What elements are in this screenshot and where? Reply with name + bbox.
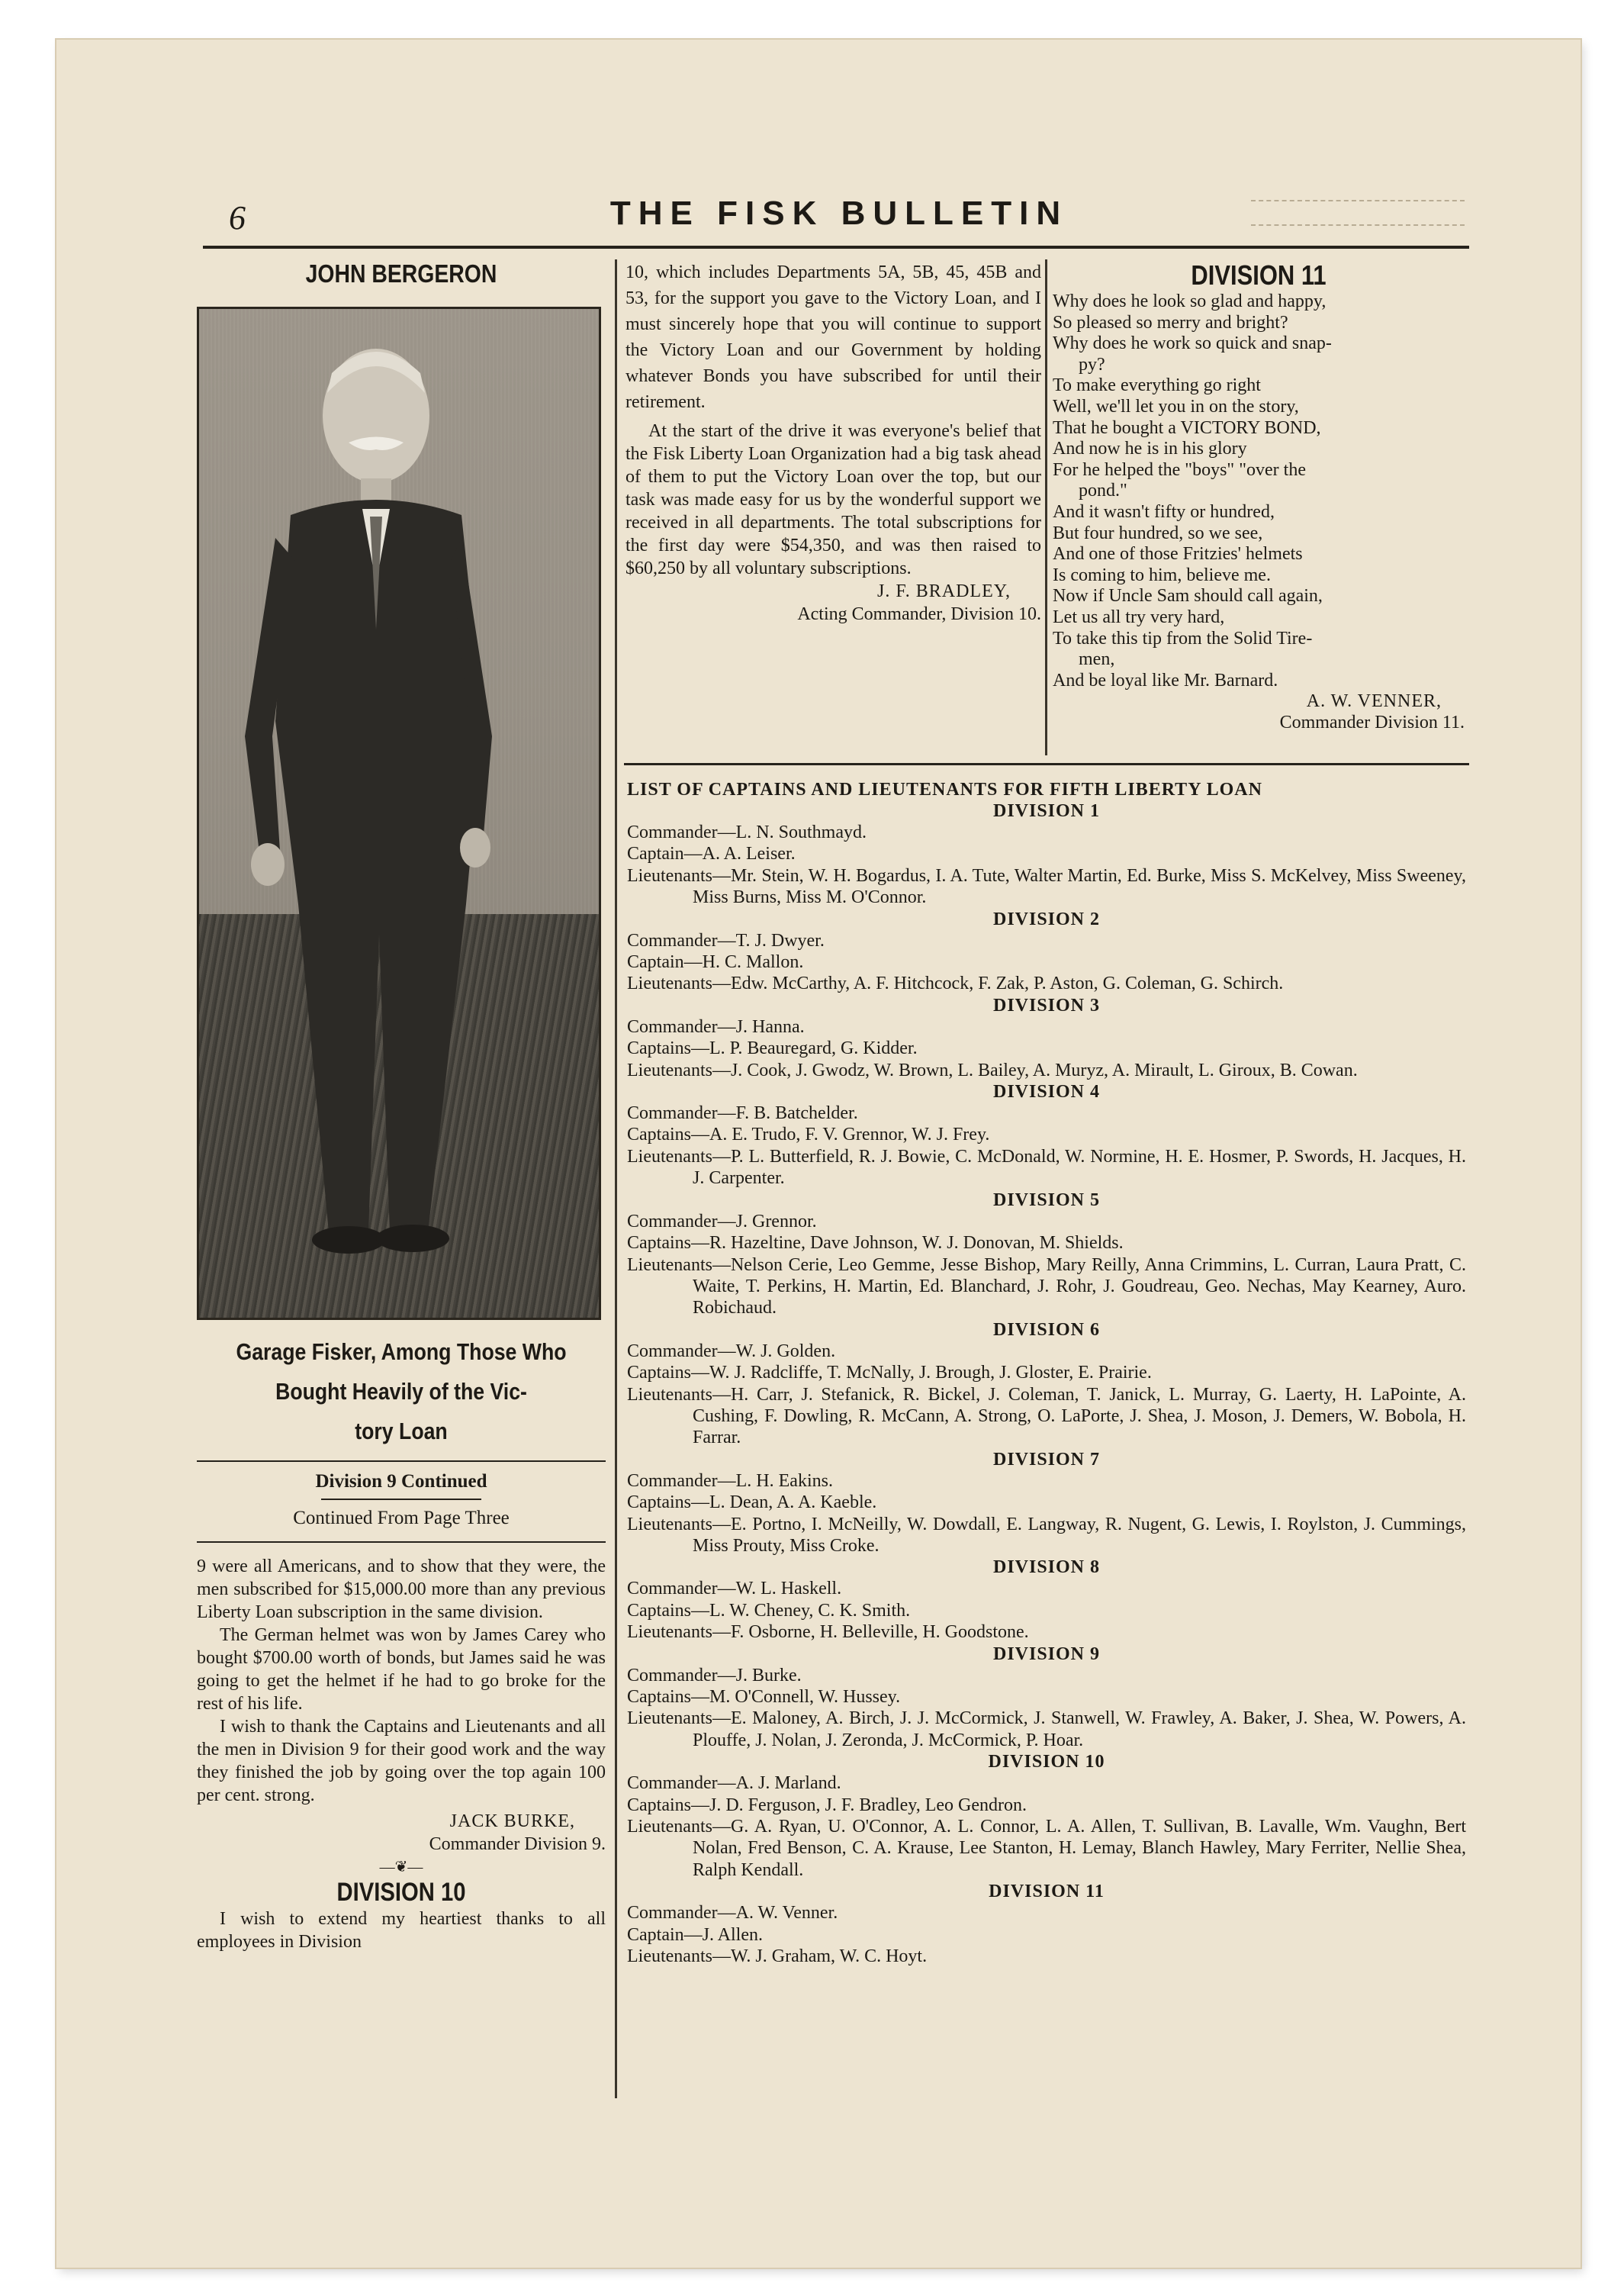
poem-signature-name: A. W. VENNER, <box>1306 691 1442 712</box>
division-block <box>627 909 1466 995</box>
poem-line: And now he is in his glory <box>1053 439 1247 459</box>
division10-title: DIVISION 10 <box>336 1878 466 1907</box>
officer-entry: Lieutenants—Mr. Stein, W. H. Bogardus, I. A. Tute, Walter Martin, Ed. Burke, Miss S. McKelvey, Miss Sweeney, Miss Burns, Miss M. O'Connor. <box>627 865 1466 908</box>
officer-list <box>627 780 1466 1967</box>
poem-line: To take this tip from the Solid Tire- <box>1053 628 1313 649</box>
officer-entry: Commander—W. J. Golden. <box>627 1341 836 1361</box>
officer-entry: Captains—L. Dean, A. A. Kaeble. <box>627 1492 877 1513</box>
division-block <box>627 995 1466 1081</box>
officer-entry: Lieutenants—E. Portno, I. McNeilly, W. Dowdall, E. Langway, R. Nugent, G. Lewis, I. Roylston, J. Cummings, Miss Prouty, Miss Croke. <box>627 1514 1466 1556</box>
poem-line: Well, we'll let you in on the story, <box>1053 396 1299 417</box>
officer-entry: Lieutenants—F. Osborne, H. Belleville, H. Goodstone. <box>627 1622 1029 1643</box>
poem-line: Now if Uncle Sam should call again, <box>1053 586 1323 607</box>
poem-signature-title: Commander Division 11. <box>1279 712 1465 732</box>
poem-line: And it wasn't fifty or hundred, <box>1053 501 1275 522</box>
poem-line: For he helped the "boys" "over the <box>1053 459 1306 480</box>
division-block <box>627 1319 1466 1449</box>
division-heading: DIVISION 7 <box>992 1449 1101 1470</box>
division10-signature-title: Acting Commander, Division 10. <box>797 604 1041 624</box>
division-block <box>627 1081 1466 1190</box>
officer-entry: Captains—M. O'Connell, W. Hussey. <box>627 1687 901 1707</box>
portrait-figure <box>199 309 599 1318</box>
masthead-title: THE FISK BULLETIN <box>609 195 1069 232</box>
division-heading: DIVISION 1 <box>992 801 1101 821</box>
column-divider-right <box>1045 259 1047 755</box>
officer-entry: Captains—W. J. Radcliffe, T. McNally, J. Brough, J. Gloster, E. Prairie. <box>627 1363 1152 1383</box>
divider <box>197 1460 606 1462</box>
caption-line: Bought Heavily of the Vic- <box>275 1378 527 1405</box>
poem-line: pond." <box>1079 481 1127 501</box>
poem-line: Why does he look so glad and happy, <box>1053 291 1327 311</box>
division11-poem <box>1053 291 1465 691</box>
poem-line: To make everything go right <box>1053 375 1261 396</box>
page-number: 6 <box>229 199 246 237</box>
left-column <box>197 259 606 1953</box>
officer-entry: Lieutenants—P. L. Butterfield, R. J. Bowie, C. McDonald, W. Normine, H. E. Hosmer, P. Swords, H. Jacques, H. J. Carpenter. <box>627 1146 1466 1189</box>
officer-entry: Captains—L. P. Beauregard, G. Kidder. <box>627 1038 918 1059</box>
division10-paragraph-continued: 10, which includes Departments 5A, 5B, 45, 45B and 53, for the support you gave to the Victory Loan, and I must sincerely hope that you will continue to support the Victory Loan and our Government by holding whatever Bonds you have subscribed for until their retirement. <box>625 262 1041 412</box>
officer-entry: Commander—T. J. Dwyer. <box>627 930 825 951</box>
division9-signature-name: JACK BURKE, <box>449 1811 575 1831</box>
poem-line: So pleased so merry and bright? <box>1053 312 1288 333</box>
division-heading: DIVISION 2 <box>992 909 1101 929</box>
division9-signature-title: Commander Division 9. <box>429 1834 606 1854</box>
officer-entry: Commander—J. Hanna. <box>627 1016 805 1037</box>
division-block <box>627 1751 1466 1881</box>
poem-line: Is coming to him, believe me. <box>1053 565 1271 585</box>
division10-signature-name: J. F. BRADLEY, <box>876 581 1011 601</box>
division-block <box>627 1557 1466 1643</box>
officer-entry: Captains—A. E. Trudo, F. V. Grennor, W. J. Frey. <box>627 1125 990 1145</box>
division-block <box>627 1190 1466 1319</box>
division-heading: DIVISION 8 <box>992 1557 1101 1578</box>
ornament: —❦— <box>379 1859 423 1875</box>
officer-entry: Captain—J. Allen. <box>627 1924 763 1945</box>
officer-entry: Captain—H. C. Mallon. <box>627 952 804 973</box>
poem-line: That he bought a VICTORY BOND, <box>1053 417 1321 438</box>
middle-column <box>625 259 1041 626</box>
officer-entry: Captains—L. W. Cheney, C. K. Smith. <box>627 1600 911 1621</box>
division-block <box>627 1881 1466 1967</box>
division11-poem-title: DIVISION 11 <box>1191 259 1327 291</box>
officer-entry: Lieutenants—W. J. Graham, W. C. Hoyt. <box>627 1946 928 1967</box>
division10-paragraph: At the start of the drive it was everyone's belief that the Fisk Liberty Loan Organization had a big task ahead of them to put the Victory Loan over the top, but our task was made easy for us by the wonderful support we received in all departments. The total subscriptions for the first day were $54,350, and was then raised to $60,250 by all voluntary subscriptions. <box>625 421 1041 578</box>
right-column <box>1053 259 1465 733</box>
division10-paragraph-start: I wish to extend my heartiest thanks to all employees in Division <box>197 1909 606 1952</box>
officer-list-title: LIST OF CAPTAINS AND LIEUTENANTS FOR FIFTH LIBERTY LOAN <box>627 780 1262 800</box>
division-heading: DIVISION 11 <box>989 1882 1105 1902</box>
division-heading: DIVISION 9 <box>992 1644 1101 1664</box>
division9-paragraph: I wish to thank the Captains and Lieutenants and all the men in Division 9 for their good work and the way they finished the job by going over the top again 100 per cent. strong. <box>197 1717 606 1805</box>
divider <box>197 1541 606 1543</box>
poem-line: Let us all try very hard, <box>1053 607 1225 627</box>
caption-line: tory Loan <box>355 1418 448 1444</box>
officer-entry: Commander—A. J. Marland. <box>627 1773 841 1794</box>
caption-line: Garage Fisker, Among Those Who <box>236 1338 567 1365</box>
officer-entry: Commander—F. B. Batchelder. <box>627 1103 858 1124</box>
divider <box>321 1499 481 1500</box>
poem-line: But four hundred, so we see, <box>1053 523 1263 543</box>
column-divider-left <box>615 259 617 2098</box>
section-rule <box>624 763 1469 765</box>
continued-note: Continued From Page Three <box>293 1508 510 1528</box>
officer-entry: Commander—W. L. Haskell. <box>627 1579 842 1599</box>
masthead-rule <box>203 246 1469 249</box>
officer-entry: Captains—R. Hazeltine, Dave Johnson, W. J. Donovan, M. Shields. <box>627 1233 1124 1254</box>
division9-paragraph: The German helmet was won by James Carey who bought $700.00 worth of bonds, but James said he was going to get the helmet if he had to go broke for the rest of his life. <box>197 1625 606 1714</box>
division-block <box>627 1449 1466 1557</box>
division9-paragraph: 9 were all Americans, and to show that they were, the men subscribed for $15,000.00 more than any previous Liberty Loan subscription in the same division. <box>197 1557 606 1622</box>
division-block <box>627 1644 1466 1752</box>
officer-entry: Captain—A. A. Leiser. <box>627 844 796 864</box>
division-heading: DIVISION 6 <box>992 1319 1101 1340</box>
officer-entry: Captains—J. D. Ferguson, J. F. Bradley, Leo Gendron. <box>627 1795 1027 1815</box>
officer-entry: Commander—L. H. Eakins. <box>627 1470 833 1491</box>
division-heading: DIVISION 3 <box>992 995 1101 1016</box>
profile-name: JOHN BERGERON <box>305 259 497 288</box>
masthead-ornament <box>1251 200 1465 226</box>
division-block <box>627 800 1466 909</box>
officer-entry: Lieutenants—G. A. Ryan, U. O'Connor, A. L. Connor, L. A. Allen, T. Sullivan, B. Lavalle, Wm. Vaughn, Bert Nolan, Fred Benson, C. A. Krause, Lee Stanton, H. Lemay, Blanch Hawley, Mary Ferriter, Nellie Shea, Ralph Kendall. <box>627 1817 1466 1880</box>
division-heading: DIVISION 5 <box>992 1190 1101 1210</box>
officer-entry: Lieutenants—Nelson Cerie, Leo Gemme, Jesse Bishop, Mary Reilly, Anna Crimmins, L. Curran, Laura Pratt, C. Waite, T. Perkins, H. Martin, Ed. Blanchard, J. Rohr, J. Goudreau, Geo. Nechas, May Kearney, Auro. Robichaud. <box>627 1254 1466 1318</box>
division-heading: DIVISION 4 <box>992 1082 1101 1103</box>
officer-entry: Commander—L. N. Southmayd. <box>627 823 867 842</box>
officer-entry: Commander—J. Burke. <box>627 1665 802 1685</box>
officer-entry: Lieutenants—H. Carr, J. Stefanick, R. Bickel, J. Coleman, T. Janick, L. Murray, G. Laerty, H. LaPointe, A. Cushing, F. Dowling, R. McCann, A. Strong, O. LaPorte, J. Shea, J. Moson, J. Demers, W. Bobola, H. Farrar. <box>627 1384 1466 1448</box>
officer-entry: Lieutenants—E. Maloney, A. Birch, J. J. McCormick, J. Stanwell, W. Frawley, A. Baker, J. Shea, W. Powers, A. Plouffe, J. Nolan, J. Zeronda, J. McCormick, P. Hoar. <box>627 1708 1466 1750</box>
officer-entry: Commander—J. Grennor. <box>627 1211 817 1231</box>
division-heading: DIVISION 10 <box>988 1752 1105 1772</box>
poem-line: And be loyal like Mr. Barnard. <box>1053 670 1278 691</box>
division9-title: Division 9 Continued <box>315 1471 487 1492</box>
photo-caption <box>226 1332 577 1451</box>
division-list <box>627 800 1466 1967</box>
poem-line: And one of those Fritzies' helmets <box>1053 544 1303 565</box>
poem-line: py? <box>1079 354 1105 375</box>
poem-line: men, <box>1079 649 1115 670</box>
division11-poem-signature <box>1053 691 1465 733</box>
officer-entry: Lieutenants—Edw. McCarthy, A. F. Hitchcock, F. Zak, P. Aston, G. Coleman, G. Schirch. <box>627 974 1284 994</box>
officer-entry: Commander—A. W. Venner. <box>627 1903 838 1924</box>
officer-entry: Lieutenants—J. Cook, J. Gwodz, W. Brown, L. Bailey, A. Muryz, A. Mirault, L. Giroux, B. Cowan. <box>627 1060 1358 1080</box>
portrait-photo <box>197 307 601 1320</box>
poem-line: Why does he work so quick and snap- <box>1053 333 1332 354</box>
